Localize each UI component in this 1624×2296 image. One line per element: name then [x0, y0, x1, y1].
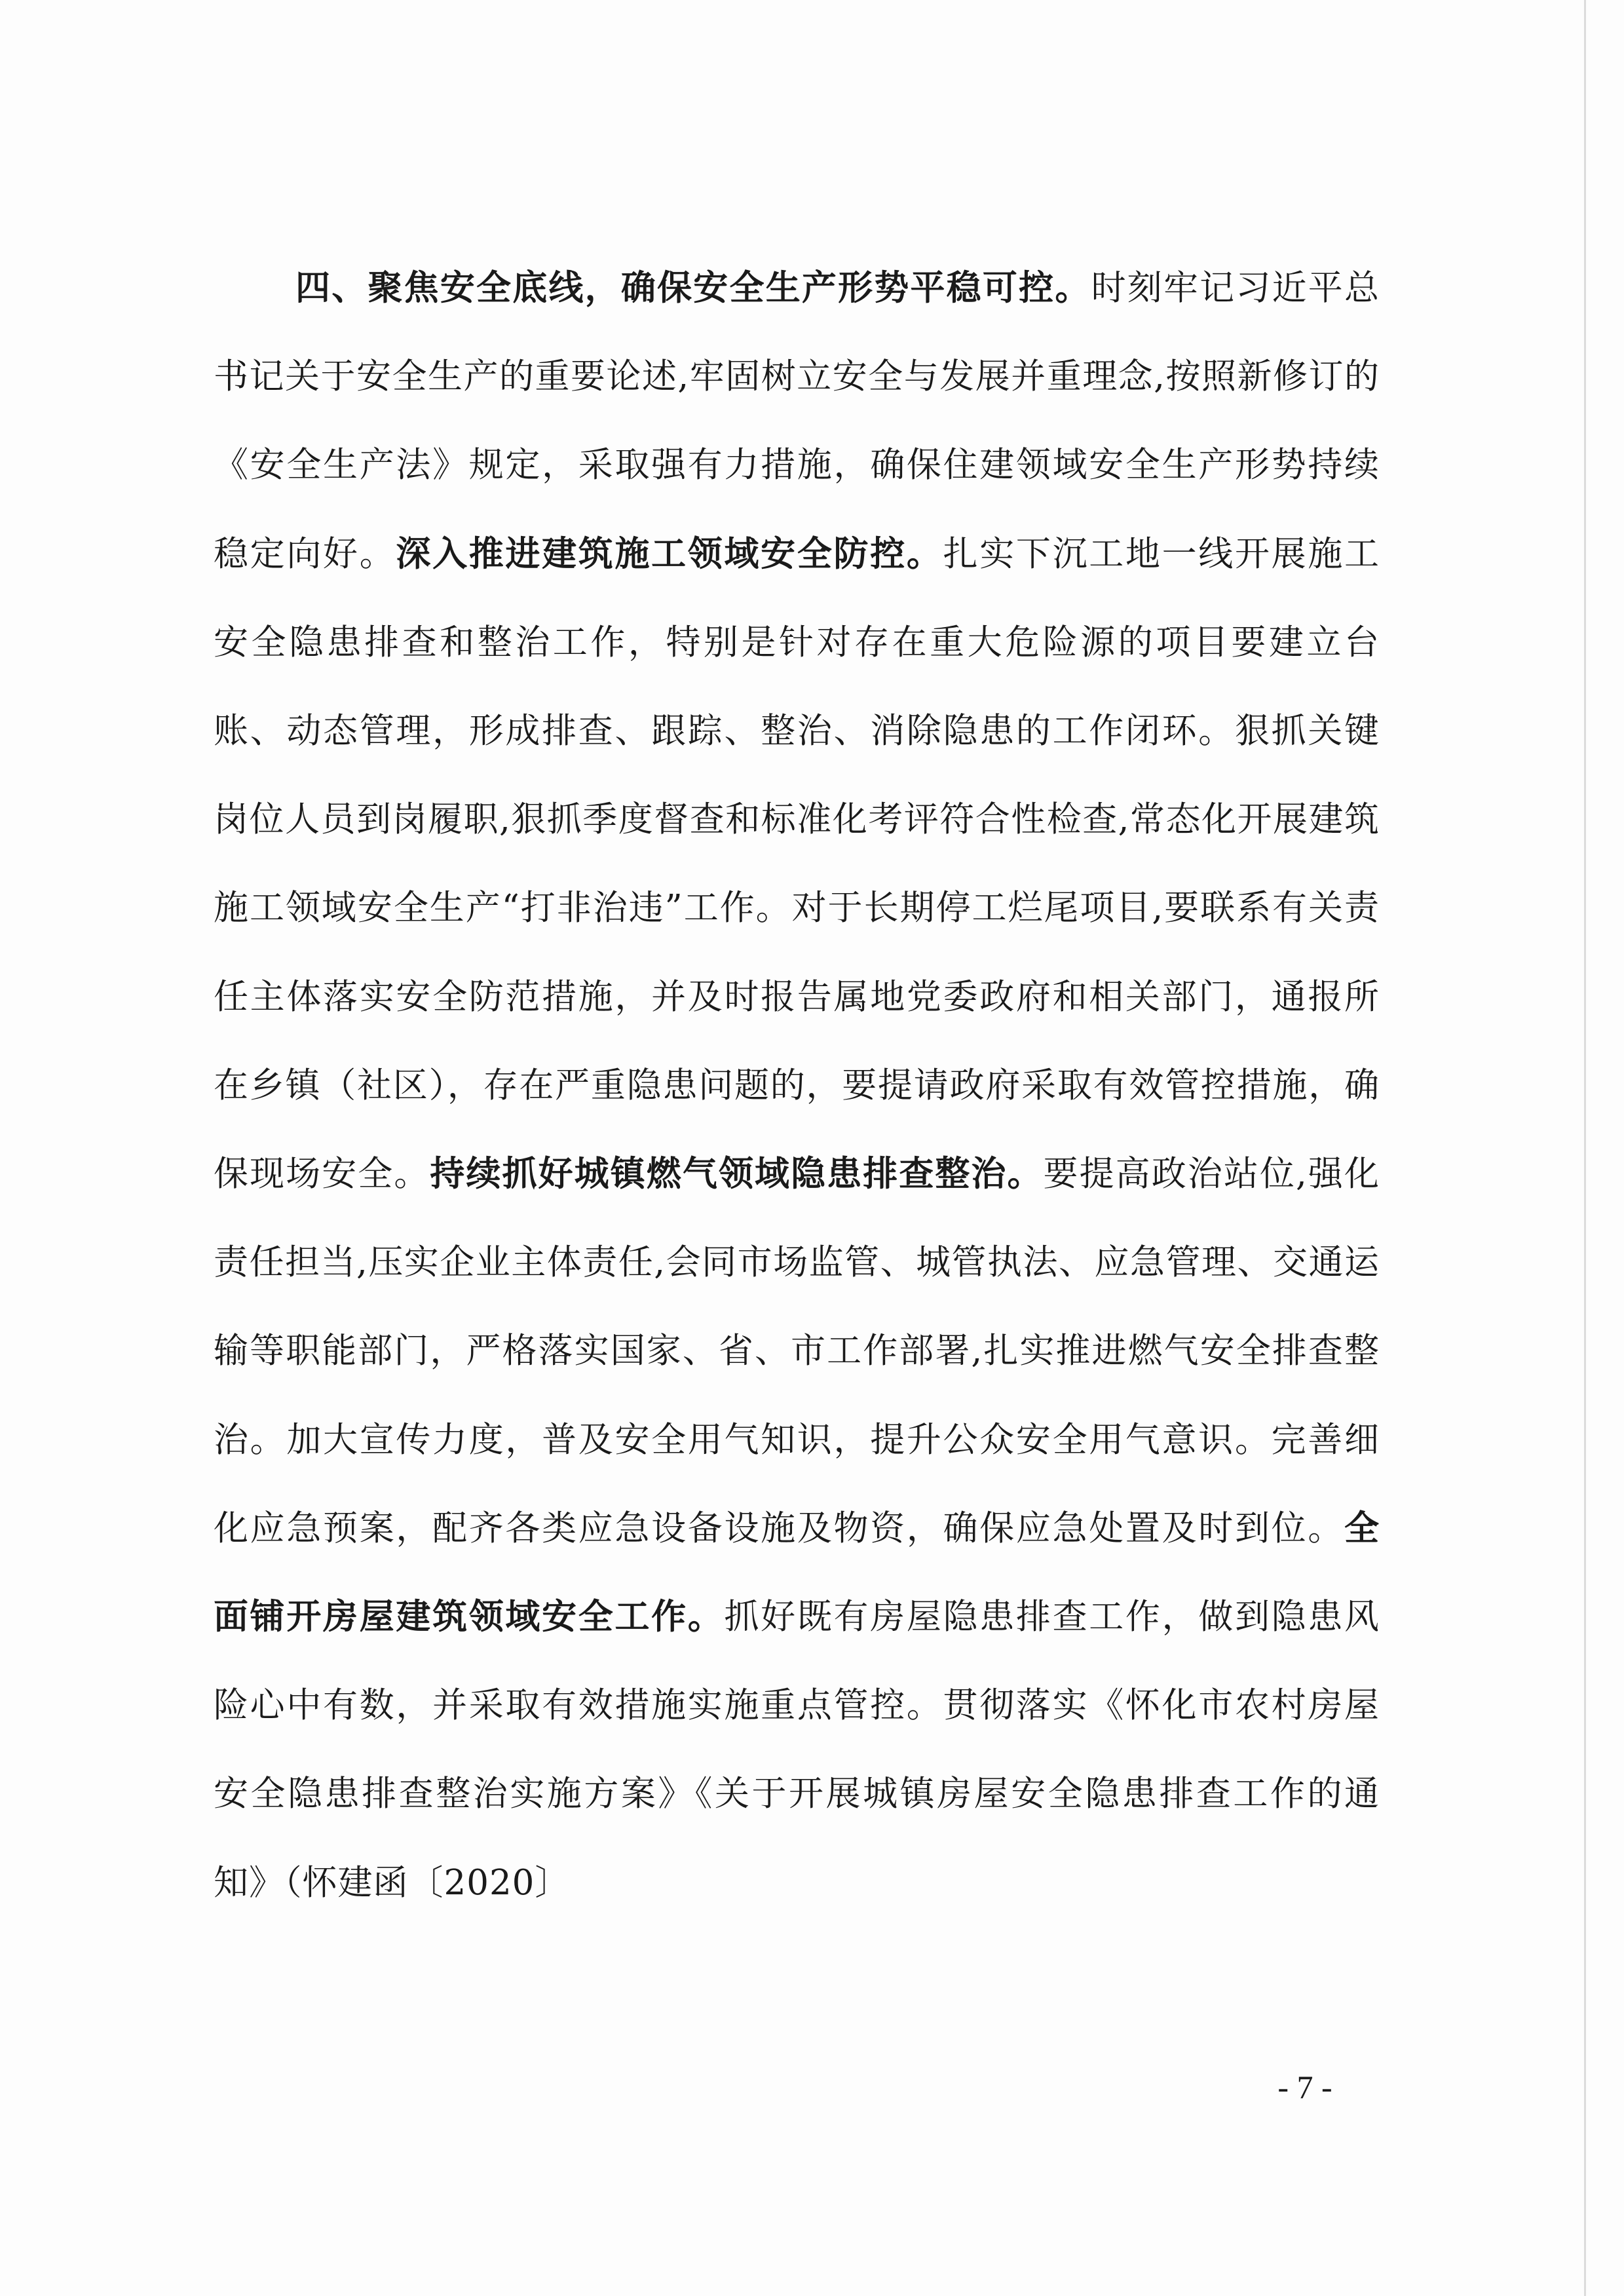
bold-subheading-housing: 全面铺开房屋建筑领域安全工作。	[214, 1508, 1380, 1637]
bold-subheading-gas: 持续抓好城镇燃气领域隐患排查整治。	[430, 1154, 1044, 1195]
paragraph-text-4: 抓好既有房屋隐患排查工作，做到隐患风险心中有数，并采取有效措施实施重点管控。贯彻落实《怀化市农村房屋安全隐患排查整治实施方案》《关于开展城镇房屋安全隐患排查工作的通知》（怀建函〔2020〕	[214, 1597, 1380, 1903]
bold-subheading-construction: 深入推进建筑施工领域安全防控。	[396, 533, 943, 574]
scan-edge-line	[1584, 0, 1586, 2296]
paragraph-text-1: 时刻牢记习近平总书记关于安全生产的重要论述,牢固树立安全与发展并重理念,按照新修订的《安全生产法》规定，采取强有力措施，确保住建领域安全生产形势持续稳定向好。	[214, 268, 1380, 574]
paragraph-text-3: 要提高政治站位,强化责任担当,压实企业主体责任,会同市场监管、城管执法、应急管理、交通运输等职能部门，严格落实国家、省、市工作部署,扎实推进燃气安全排查整治。加大宣传力度，普及安全用气知识，提升公众安全用气意识。完善细化应急预案，配齐各类应急设备设施及物资，确保应急处置及时到位。	[214, 1154, 1380, 1548]
body-paragraph	[214, 244, 1380, 1927]
page-number: - 7 -	[1277, 2069, 1332, 2105]
section-heading: 四、聚焦安全底线，确保安全生产形势平稳可控。	[295, 268, 1091, 308]
paragraph-text-2: 扎实下沉工地一线开展施工安全隐患排查和整治工作，特别是针对存在重大危险源的项目要建立台账、动态管理，形成排查、跟踪、整治、消除隐患的工作闭环。狠抓关键岗位人员到岗履职,狠抓季度督查和标准化考评符合性检查,常态化开展建筑施工领域安全生产“打非治违”工作。对于长期停工烂尾项目,要联系有关责任主体落实安全防范措施，并及时报告属地党委政府和相关部门，通报所在乡镇（社区），存在严重隐患问题的，要提请政府采取有效管控措施，确保现场安全。	[214, 533, 1380, 1195]
